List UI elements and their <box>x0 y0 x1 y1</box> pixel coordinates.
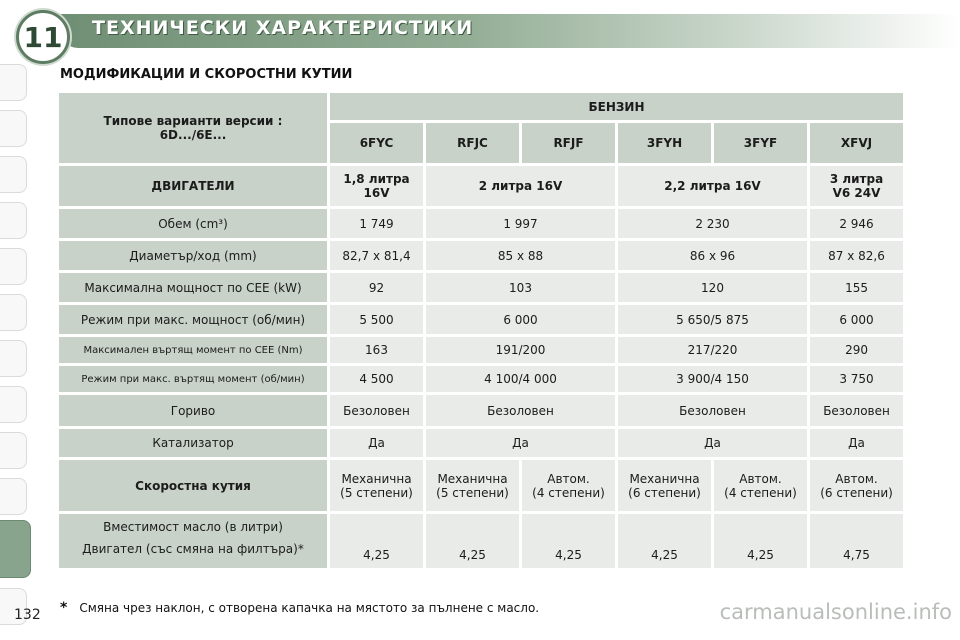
table-row <box>59 305 903 334</box>
cell-value: 1 997 <box>426 209 615 238</box>
table-row <box>59 366 903 392</box>
cell-value: 6 000 <box>426 305 615 334</box>
engine-code: 3FYF <box>714 123 807 163</box>
oil-value: 4,25 <box>426 514 519 568</box>
chapter-badge <box>16 10 70 64</box>
cell-value: 4 100/4 000 <box>426 366 615 392</box>
cell-value: 103 <box>426 273 615 302</box>
chapter-tab[interactable] <box>0 202 27 239</box>
engines-label: ДВИГАТЕЛИ <box>59 166 327 206</box>
cell-value: 82,7 x 81,4 <box>330 241 423 270</box>
table-row <box>59 460 903 511</box>
oil-value: 4,25 <box>330 514 423 568</box>
engine-code: RFJC <box>426 123 519 163</box>
cell-value: 86 x 96 <box>618 241 807 270</box>
cell-value: 217/220 <box>618 337 807 363</box>
gearbox-cell: Механична (6 степени) <box>618 460 711 511</box>
chapter-tab[interactable] <box>0 64 27 101</box>
chapter-tab[interactable] <box>0 248 27 285</box>
cell-value: 120 <box>618 273 807 302</box>
cell-value: 5 500 <box>330 305 423 334</box>
gearbox-cell: Автом. (6 степени) <box>810 460 903 511</box>
row-label: Диаметър/ход (mm) <box>59 241 327 270</box>
row-label: Максимален въртящ момент по CEE (Nm) <box>59 337 327 363</box>
row-label: Режим при макс. въртящ момент (об/мин) <box>59 366 327 392</box>
cell-value: Безоловен <box>810 395 903 426</box>
cell-value: 5 650/5 875 <box>618 305 807 334</box>
engine-name: 1,8 литра 16V <box>330 166 423 206</box>
engine-name: 2 литра 16V <box>426 166 615 206</box>
chapter-tab[interactable] <box>0 478 27 515</box>
engine-code: 6FYC <box>330 123 423 163</box>
cell-value: Безоловен <box>330 395 423 426</box>
row-label: Гориво <box>59 395 327 426</box>
gearbox-cell: Механична (5 степени) <box>330 460 423 511</box>
table-row <box>59 241 903 270</box>
footnote <box>60 600 539 616</box>
cell-value: 92 <box>330 273 423 302</box>
page-number: 132 <box>14 607 41 623</box>
gearbox-cell: Механична (5 степени) <box>426 460 519 511</box>
table-row <box>59 337 903 363</box>
table-row <box>59 166 903 206</box>
cell-value: Да <box>618 429 807 457</box>
cell-value: Да <box>330 429 423 457</box>
engine-code: RFJF <box>522 123 615 163</box>
chapter-tab[interactable] <box>0 156 27 193</box>
cell-value: Безоловен <box>426 395 615 426</box>
cell-value: 3 900/4 150 <box>618 366 807 392</box>
table-row <box>59 514 903 568</box>
oil-value: 4,25 <box>522 514 615 568</box>
cell-value: 191/200 <box>426 337 615 363</box>
fuel-header: БЕНЗИН <box>330 93 903 120</box>
table-row <box>59 429 903 457</box>
footnote-text: Смяна чрез наклон, с отворена капачка на мястото за пълнене с масло. <box>79 601 540 615</box>
cell-value: Да <box>810 429 903 457</box>
oil-label: Вместимост масло (в литри) Двигател (със смяна на филтъра)* <box>59 514 327 568</box>
cell-value: 163 <box>330 337 423 363</box>
engine-code: XFVJ <box>810 123 903 163</box>
chapter-number: 11 <box>23 20 63 54</box>
cell-value: 6 000 <box>810 305 903 334</box>
row-label: Катализатор <box>59 429 327 457</box>
cell-value: Да <box>426 429 615 457</box>
footnote-mark: * <box>60 600 68 616</box>
gearbox-cell: Автом. (4 степени) <box>522 460 615 511</box>
chapter-tab[interactable] <box>0 294 27 331</box>
cell-value: 3 750 <box>810 366 903 392</box>
variant-label: Типове варианти версии : 6D.../6E... <box>59 93 327 163</box>
gearbox-label: Скоростна кутия <box>59 460 327 511</box>
section-title: МОДИФИКАЦИИ И СКОРОСТНИ КУТИИ <box>60 67 353 82</box>
oil-value: 4,25 <box>618 514 711 568</box>
spec-table <box>56 90 906 571</box>
cell-value: 290 <box>810 337 903 363</box>
engine-name: 3 литра V6 24V <box>810 166 903 206</box>
oil-value: 4,25 <box>714 514 807 568</box>
cell-value: 155 <box>810 273 903 302</box>
cell-value: 1 749 <box>330 209 423 238</box>
chapter-tab[interactable] <box>0 340 27 377</box>
gearbox-cell: Автом. (4 степени) <box>714 460 807 511</box>
page-title: ТЕХНИЧЕСКИ ХАРАКТЕРИСТИКИ <box>92 17 474 39</box>
engine-code: 3FYH <box>618 123 711 163</box>
cell-value: 2 230 <box>618 209 807 238</box>
row-label: Обем (cm³) <box>59 209 327 238</box>
row-label: Максимална мощност по CEE (kW) <box>59 273 327 302</box>
cell-value: 4 500 <box>330 366 423 392</box>
row-label: Режим при макс. мощност (об/мин) <box>59 305 327 334</box>
oil-value: 4,75 <box>810 514 903 568</box>
table-row <box>59 93 903 120</box>
chapter-tab[interactable] <box>0 110 27 147</box>
cell-value: 85 x 88 <box>426 241 615 270</box>
chapter-tab[interactable] <box>0 386 27 423</box>
chapter-tab[interactable] <box>0 432 27 469</box>
chapter-tab-active[interactable] <box>0 520 31 578</box>
table-row <box>59 395 903 426</box>
cell-value: Безоловен <box>618 395 807 426</box>
cell-value: 2 946 <box>810 209 903 238</box>
table-row <box>59 209 903 238</box>
chapter-tabs <box>0 42 40 632</box>
table-row <box>59 273 903 302</box>
watermark: carmanualsonline.info <box>719 600 952 624</box>
cell-value: 87 x 82,6 <box>810 241 903 270</box>
engine-name: 2,2 литра 16V <box>618 166 807 206</box>
